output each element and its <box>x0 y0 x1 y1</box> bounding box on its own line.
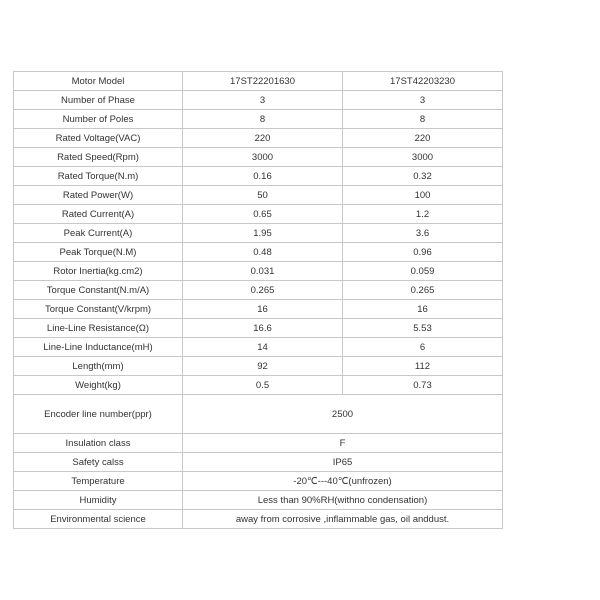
row-value-a: 0.16 <box>183 167 343 186</box>
row-label: Insulation class <box>14 434 183 453</box>
table-row <box>14 300 503 319</box>
row-shared-value: away from corrosive ,inflammable gas, oil anddust. <box>183 510 503 529</box>
row-value-b: 0.059 <box>343 262 503 281</box>
table-row <box>14 224 503 243</box>
table-row <box>14 338 503 357</box>
row-value-b: 3000 <box>343 148 503 167</box>
row-value-a: 0.031 <box>183 262 343 281</box>
row-value-a: 50 <box>183 186 343 205</box>
row-value-a: 0.48 <box>183 243 343 262</box>
table-row <box>14 262 503 281</box>
table-row-shared <box>14 472 503 491</box>
header-label: Motor Model <box>14 72 183 91</box>
table-row <box>14 148 503 167</box>
row-label: Temperature <box>14 472 183 491</box>
row-label: Line-Line Resistance(Ω) <box>14 319 183 338</box>
row-label: Rated Torque(N.m) <box>14 167 183 186</box>
table-row <box>14 167 503 186</box>
table-row-shared <box>14 453 503 472</box>
motor-spec-table <box>13 71 503 529</box>
table-row <box>14 357 503 376</box>
row-value-b: 0.73 <box>343 376 503 395</box>
row-value-a: 3 <box>183 91 343 110</box>
table-row-shared <box>14 395 503 434</box>
row-label: Number of Phase <box>14 91 183 110</box>
row-value-b: 112 <box>343 357 503 376</box>
row-value-a: 92 <box>183 357 343 376</box>
table-row <box>14 319 503 338</box>
row-value-b: 220 <box>343 129 503 148</box>
table-row <box>14 243 503 262</box>
row-value-a: 0.65 <box>183 205 343 224</box>
row-label: Rated Voltage(VAC) <box>14 129 183 148</box>
table-row <box>14 281 503 300</box>
row-shared-value: Less than 90%RH(withno condensation) <box>183 491 503 510</box>
table-header-row <box>14 72 503 91</box>
table-row <box>14 205 503 224</box>
row-label: Peak Torque(N.M) <box>14 243 183 262</box>
table-row-shared <box>14 434 503 453</box>
row-value-b: 0.32 <box>343 167 503 186</box>
row-label: Peak Current(A) <box>14 224 183 243</box>
table-row <box>14 91 503 110</box>
row-label: Number of Poles <box>14 110 183 129</box>
row-value-a: 14 <box>183 338 343 357</box>
row-value-b: 3 <box>343 91 503 110</box>
row-value-b: 8 <box>343 110 503 129</box>
row-value-b: 1.2 <box>343 205 503 224</box>
row-value-b: 6 <box>343 338 503 357</box>
row-value-a: 0.265 <box>183 281 343 300</box>
row-label: Weight(kg) <box>14 376 183 395</box>
row-value-a: 1.95 <box>183 224 343 243</box>
table-row <box>14 110 503 129</box>
row-label: Length(mm) <box>14 357 183 376</box>
row-value-b: 5.53 <box>343 319 503 338</box>
row-value-a: 3000 <box>183 148 343 167</box>
row-shared-value: -20℃---40℃(unfrozen) <box>183 472 503 491</box>
row-label: Torque Constant(N.m/A) <box>14 281 183 300</box>
table-row <box>14 186 503 205</box>
row-value-a: 220 <box>183 129 343 148</box>
row-shared-value: 2500 <box>183 395 503 434</box>
row-shared-value: IP65 <box>183 453 503 472</box>
table-row <box>14 129 503 148</box>
row-value-a: 16.6 <box>183 319 343 338</box>
row-label: Rated Speed(Rpm) <box>14 148 183 167</box>
row-label: Rated Current(A) <box>14 205 183 224</box>
row-value-b: 0.265 <box>343 281 503 300</box>
row-label: Environmental science <box>14 510 183 529</box>
row-label: Torque Constant(V/krpm) <box>14 300 183 319</box>
table-row-shared <box>14 510 503 529</box>
row-label: Encoder line number(ppr) <box>14 395 183 434</box>
table-row <box>14 376 503 395</box>
header-model-a: 17ST22201630 <box>183 72 343 91</box>
row-label: Humidity <box>14 491 183 510</box>
table-row-shared <box>14 491 503 510</box>
row-value-a: 8 <box>183 110 343 129</box>
row-label: Rated Power(W) <box>14 186 183 205</box>
row-value-b: 3.6 <box>343 224 503 243</box>
row-shared-value: F <box>183 434 503 453</box>
row-value-a: 0.5 <box>183 376 343 395</box>
row-label: Line-Line Inductance(mH) <box>14 338 183 357</box>
row-value-b: 100 <box>343 186 503 205</box>
row-label: Rotor Inertia(kg.cm2) <box>14 262 183 281</box>
header-model-b: 17ST42203230 <box>343 72 503 91</box>
row-value-a: 16 <box>183 300 343 319</box>
row-label: Safety calss <box>14 453 183 472</box>
row-value-b: 0.96 <box>343 243 503 262</box>
row-value-b: 16 <box>343 300 503 319</box>
